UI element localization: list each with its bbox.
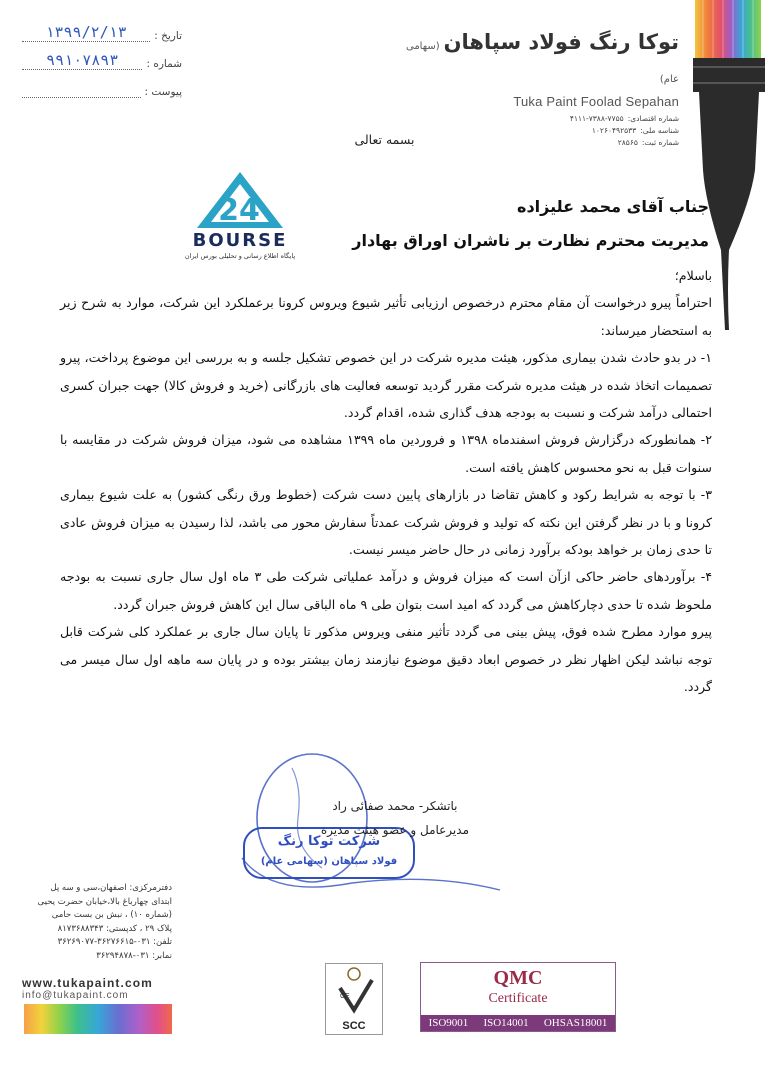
number-label: شماره : [146, 58, 182, 70]
qmc-standards-bar [421, 1015, 615, 1031]
company-header [399, 28, 679, 149]
registration-id-value: ۲۸۵۶۵ [617, 138, 638, 147]
stamp-line-1: شرکت توکا رنگ [277, 834, 381, 849]
addressee [352, 190, 709, 258]
signature-thanks: باتشکر- محمد صفائی راد [332, 799, 458, 813]
bourse-logo [180, 170, 300, 260]
company-name: توکا رنگ فولاد سپاهان(سهامی عام) [405, 30, 679, 85]
date-row [22, 14, 182, 42]
economic-id-label: شماره اقتصادی: [627, 114, 679, 123]
paragraph-item-1: ۱- در بدو حادث شدن بیماری مذکور، هیئت مدیره شرکت در این خصوص تشکیل جلسه و به بررسی این موضوع پرداخت، پیرو تصمیمات اتخاذ شده در هیئت مدیره شرکت مقرر گردید توسعه فعالیت های بازرگانی (خرید و فروش کالا) جهت جبران کسری احتمالی درآمد شرکت و نسبت به بودجه هدف گذاری شده، اقدام گردد. [60, 350, 712, 421]
company-latin-name: Tuka Paint Foolad Sepahan [513, 94, 679, 109]
number-row [22, 42, 182, 70]
national-id-label: شناسه ملی: [640, 126, 679, 135]
bourse-word: BOURSE [192, 230, 288, 251]
qmc-standard: OHSAS18001 [543, 1017, 608, 1029]
qmc-subtitle: Certificate [488, 991, 548, 1006]
office-address [22, 882, 172, 963]
addressee-name: جناب آقای محمد علیزاده [517, 197, 709, 216]
letter-body [60, 262, 712, 701]
qmc-standard: ISO9001 [428, 1017, 469, 1029]
attachment-row [22, 70, 182, 98]
rainbow-strip [24, 1004, 172, 1034]
qmc-standard: ISO14001 [483, 1017, 529, 1029]
address-line: پلاک ۲۹ ، کدپستی: ۸۱۷۳۶۸۸۳۴۳ [57, 923, 172, 934]
paragraph-conclusion: پیرو موارد مطرح شده فوق، پیش بینی می گردد تأثیر منفی ویروس مذکور تا پایان سال جاری بر عملکرد کلی شرکت قابل توجه نباشد لیکن اظهار نظر در خصوص ابعاد دقیق موضوع نیازمند زمان بیشتر بوده و در پایان سه ماهه اول سال میسر می گردد. [60, 624, 712, 695]
national-id-value: ۱۰۲۶۰۴۹۲۵۳۳ [591, 126, 637, 135]
registration-id-label: شماره ثبت: [641, 138, 679, 147]
address-line: نمابر: ۰۳۱-۳۶۲۹۴۸۷۸ [96, 950, 172, 961]
svg-text:24: 24 [218, 193, 260, 228]
letter-meta [22, 14, 182, 98]
signature-title: مدیرعامل و عضو هیئت مدیره [320, 823, 469, 837]
stamp-line-2: فولاد سپاهان (سهامی عام) [260, 856, 398, 867]
paragraph-item-2: ۲- همانطورکه درگزارش فروش اسفندماه ۱۳۹۸ و فروردین ماه ۱۳۹۹ مشاهده می شود، میزان فروش شرکت در مقایسه با سنوات قبل به نحو محسوس کاهش یافته است. [60, 432, 712, 475]
address-line: دفترمرکزی: اصفهان،سی و سه پل [50, 883, 172, 893]
date-value: ۱۳۹۹/۲/۱۳ [22, 23, 150, 42]
number-value: ۹۹۱۰۷۸۹۳ [22, 51, 142, 70]
email-link[interactable]: info@tukapaint.com [22, 990, 129, 1001]
bourse-subtitle: پایگاه اطلاع رسانی و تحلیلی بورس ایران [184, 252, 296, 260]
greeting: باسلام؛ [674, 268, 712, 283]
attachment-value [22, 79, 141, 98]
company-type: (سهامی عام) [405, 41, 679, 85]
economic-id-value: ۴۱۱۱-۷۳۸۸-۷۷۵۵ [569, 114, 624, 123]
scc-label: SCC [342, 1020, 366, 1032]
contact-web [22, 976, 172, 1001]
scc-certificate-logo [325, 963, 383, 1035]
scc-emblem-icon [326, 964, 382, 1016]
paragraph-intro: احتراماً پیرو درخواست آن مقام محترم درخصوص ارزیابی تأثیر شیوع ویروس کرونا برعملکرد این شرکت، موارد به شرح زیر به استحضار میرساند: [60, 295, 712, 338]
address-line: (شماره ۱۰) ، نبش بن بست حامی [51, 910, 172, 920]
qmc-title: QMC [493, 967, 543, 989]
bismillah: بسمه تعالی [354, 132, 415, 147]
paragraph-item-4: ۴- برآوردهای حاضر حاکی ازآن است که میزان فروش و درآمد عملیاتی شرکت طی ۳ ماه اول سال جاری نسبت به بودجه ملحوظ شده تا حدی دچارکاهش می گردد که امید است بتوان طی ۹ ماه الباقی سال این کاهش فروش جبران گردد. [60, 569, 712, 612]
addressee-title: مدیریت محترم نظارت بر ناشران اوراق بهادار [352, 231, 709, 250]
website-link[interactable]: www.tukapaint.com [22, 976, 153, 990]
date-label: تاریخ : [154, 30, 182, 42]
svg-text:CE: CE [340, 993, 350, 1000]
address-line: ابتدای چهارباغ بالا،خیابان حضرت یحیی [37, 896, 172, 907]
qmc-certificate-logo [420, 962, 616, 1032]
signature-block [321, 794, 469, 842]
address-line: تلفن: ۰۳۱-۳۶۲۷۶۶۱۵-۳۶۲۶۹۰۷۷ [57, 937, 172, 947]
attachment-label: پیوست : [144, 86, 182, 98]
bourse-24-icon [195, 170, 285, 230]
paragraph-item-3: ۳- با توجه به شرایط رکود و کاهش تقاضا در بازارهای پایین دست شرکت (خطوط ورق رنگی کشور) به علت شیوع بیماری کرونا و با در نظر گرفتن این نکته که تولید و فروش شرکت عمدتاً سفارش محور می باشد، لذا رسیدن به میزان فروش عادی تا حدی زمان بر خواهد بودکه برآورد زمانی در حال حاضر میسر نیست. [60, 487, 712, 558]
